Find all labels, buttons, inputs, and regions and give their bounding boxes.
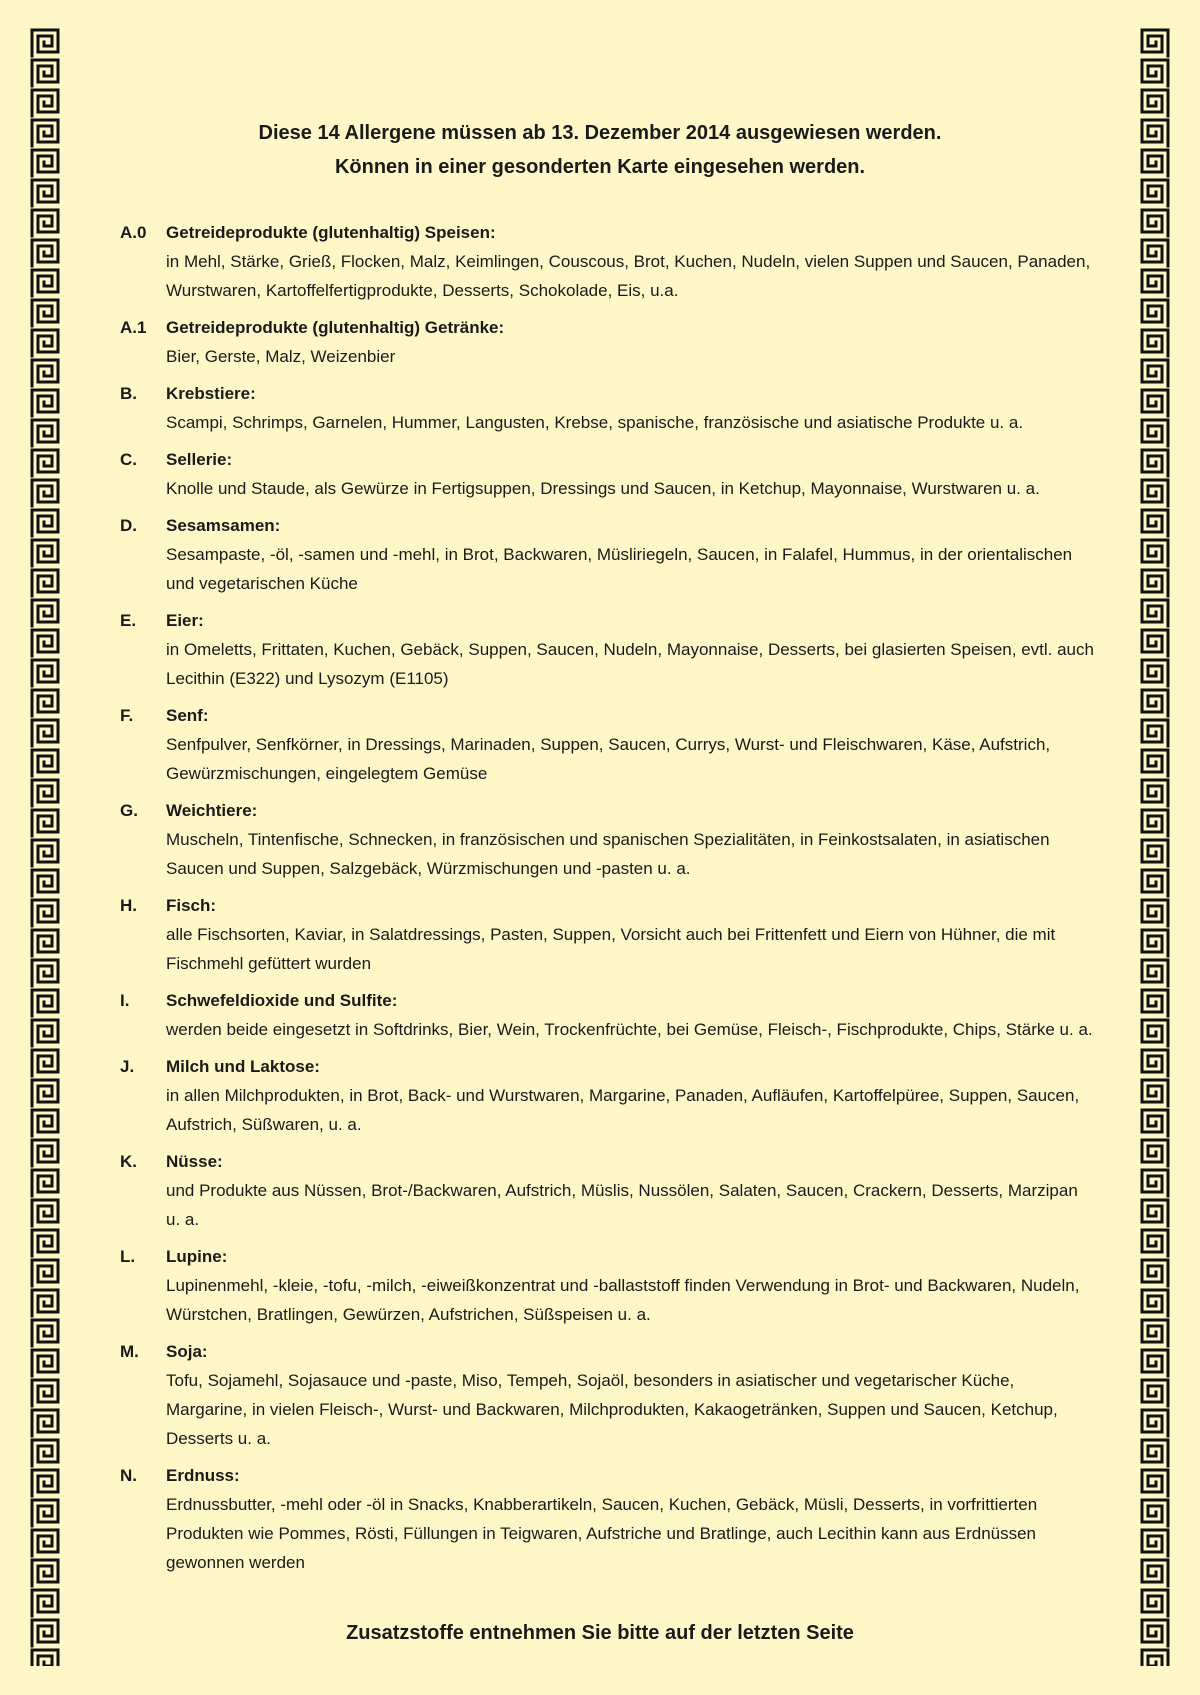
allergen-title: Milch und Laktose: bbox=[166, 1057, 320, 1076]
allergen-entry-n bbox=[120, 1461, 1095, 1577]
allergen-entry-h bbox=[120, 891, 1095, 978]
header-line-1: Diese 14 Allergene müssen ab 13. Dezember 2014 ausgewiesen werden. bbox=[258, 122, 942, 144]
allergen-code: J. bbox=[120, 1057, 135, 1076]
allergen-code: E. bbox=[120, 611, 137, 630]
allergen-entry-d bbox=[120, 511, 1095, 598]
allergen-title: Getreideprodukte (glutenhaltig) Getränke: bbox=[166, 318, 505, 337]
allergen-title: Getreideprodukte (glutenhaltig) Speisen: bbox=[166, 223, 496, 242]
allergen-code: K. bbox=[120, 1152, 137, 1171]
allergen-code: N. bbox=[120, 1466, 137, 1485]
greek-key-border-right-icon bbox=[1140, 28, 1170, 1666]
allergen-code: G. bbox=[120, 801, 138, 820]
allergen-description: in Mehl, Stärke, Grieß, Flocken, Malz, Keimlingen, Couscous, Brot, Kuchen, Nudeln, vielen Suppen und Saucen, Panaden, Wurstwaren, Kartoffelfertigprodukte, Desserts, Schokolade, Eis, u.a. bbox=[166, 252, 1091, 300]
allergen-entry-e bbox=[120, 606, 1095, 693]
allergen-list bbox=[120, 218, 1095, 1585]
allergen-entry-g bbox=[120, 796, 1095, 883]
allergen-description: Senfpulver, Senfkörner, in Dressings, Marinaden, Suppen, Saucen, Currys, Wurst- und Fleischwaren, Käse, Aufstrich, Gewürzmischungen, eingelegtem Gemüse bbox=[166, 735, 1051, 783]
allergen-entry-m bbox=[120, 1337, 1095, 1453]
allergen-entry-b bbox=[120, 379, 1095, 437]
page-footer: Zusatzstoffe entnehmen Sie bitte auf der letzten Seite bbox=[346, 1622, 854, 1644]
allergen-description: Erdnussbutter, -mehl oder -öl in Snacks, Knabberartikeln, Saucen, Kuchen, Gebäck, Müsli, Desserts, in vorfrittierten Produkten wie Pommes, Rösti, Füllungen in Teigwaren, Aufstriche und Bratlinge, auch Lecithin kann aus Erdnüssen gewonnen werden bbox=[166, 1495, 1038, 1572]
allergen-title: Sellerie: bbox=[166, 450, 233, 469]
allergen-title: Eier: bbox=[166, 611, 204, 630]
allergen-title: Nüsse: bbox=[166, 1152, 223, 1171]
allergen-code: H. bbox=[120, 896, 137, 915]
allergen-entry-i bbox=[120, 986, 1095, 1044]
allergen-entry-j bbox=[120, 1052, 1095, 1139]
header-line-2: Können in einer gesonderten Karte eingesehen werden. bbox=[334, 156, 866, 178]
allergen-entry-a0 bbox=[120, 218, 1095, 305]
allergen-description: Scampi, Schrimps, Garnelen, Hummer, Langusten, Krebse, spanische, französische und asiatische Produkte u. a. bbox=[166, 413, 1024, 432]
allergen-title: Sesamsamen: bbox=[166, 516, 281, 535]
allergen-description: und Produkte aus Nüssen, Brot-/Backwaren, Aufstrich, Müslis, Nussölen, Salaten, Saucen, Crackern, Desserts, Marzipan u. a. bbox=[166, 1181, 1078, 1229]
allergen-title: Soja: bbox=[166, 1342, 208, 1361]
allergen-description: Tofu, Sojamehl, Sojasauce und -paste, Miso, Tempeh, Sojaöl, besonders in asiatischer und vegetarischer Küche, Margarine, in vielen Fleisch-, Wurst- und Backwaren, Milchprodukten, Kakaogetränken, Suppen und Saucen, Ketchup, Desserts u. a. bbox=[166, 1371, 1058, 1448]
allergen-code: M. bbox=[120, 1342, 139, 1361]
allergen-entry-c bbox=[120, 445, 1095, 503]
allergen-code: F. bbox=[120, 706, 134, 725]
allergen-description: in Omeletts, Frittaten, Kuchen, Gebäck, Suppen, Saucen, Nudeln, Mayonnaise, Desserts, bei glasierten Speisen, evtl. auch Lecithin (E322) und Lysozym (E1105) bbox=[166, 640, 1094, 688]
allergen-description: in allen Milchprodukten, in Brot, Back- und Wurstwaren, Margarine, Panaden, Aufläufen, Kartoffelpüree, Suppen, Saucen, Aufstrich, Süßwaren, u. a. bbox=[166, 1086, 1080, 1134]
allergen-title: Schwefeldioxide und Sulfite: bbox=[166, 991, 398, 1010]
allergen-description: alle Fischsorten, Kaviar, in Salatdressings, Pasten, Suppen, Vorsicht auch bei Frittenfett und Eiern von Hühner, die mit Fischmehl gefüttert wurden bbox=[166, 925, 1056, 973]
allergen-entry-a1 bbox=[120, 313, 1095, 371]
allergen-title: Krebstiere: bbox=[166, 384, 256, 403]
allergen-description: Muscheln, Tintenfische, Schnecken, in französischen und spanischen Spezialitäten, in Feinkostsalaten, in asiatischen Saucen und Suppen, Salzgebäck, Würzmischungen und -pasten u. a. bbox=[166, 830, 1050, 878]
allergen-code: C. bbox=[120, 450, 137, 469]
allergen-description: Knolle und Staude, als Gewürze in Fertigsuppen, Dressings und Saucen, in Ketchup, Mayonnaise, Wurstwaren u. a. bbox=[166, 479, 1040, 498]
allergen-title: Senf: bbox=[166, 706, 209, 725]
allergen-description: werden beide eingesetzt in Softdrinks, Bier, Wein, Trockenfrüchte, bei Gemüse, Fleisch-, Fischprodukte, Chips, Stärke u. a. bbox=[166, 1020, 1093, 1039]
allergen-entry-f bbox=[120, 701, 1095, 788]
allergen-entry-k bbox=[120, 1147, 1095, 1234]
allergen-title: Weichtiere: bbox=[166, 801, 258, 820]
allergen-description: Bier, Gerste, Malz, Weizenbier bbox=[166, 347, 396, 366]
allergen-code: B. bbox=[120, 384, 137, 403]
allergen-code: A.1 bbox=[120, 318, 147, 337]
allergen-entry-l bbox=[120, 1242, 1095, 1329]
allergen-code: A.0 bbox=[120, 223, 147, 242]
allergen-title: Erdnuss: bbox=[166, 1466, 240, 1485]
allergen-title: Fisch: bbox=[166, 896, 217, 915]
allergen-title: Lupine: bbox=[166, 1247, 228, 1266]
allergen-description: Lupinenmehl, -kleie, -tofu, -milch, -eiweißkonzentrat und -ballaststoff finden Verwendung in Brot- und Backwaren, Nudeln, Würstchen, Bratlingen, Gewürzen, Aufstrichen, Süßspeisen u. a. bbox=[166, 1276, 1080, 1324]
allergen-code: I. bbox=[120, 991, 130, 1010]
allergen-description: Sesampaste, -öl, -samen und -mehl, in Brot, Backwaren, Müsliriegeln, Saucen, in Falafel, Hummus, in der orientalischen und vegetarischen Küche bbox=[166, 545, 1073, 593]
allergen-code: L. bbox=[120, 1247, 136, 1266]
page-header bbox=[120, 116, 1080, 184]
greek-key-border-left-icon bbox=[30, 28, 60, 1666]
allergen-code: D. bbox=[120, 516, 137, 535]
